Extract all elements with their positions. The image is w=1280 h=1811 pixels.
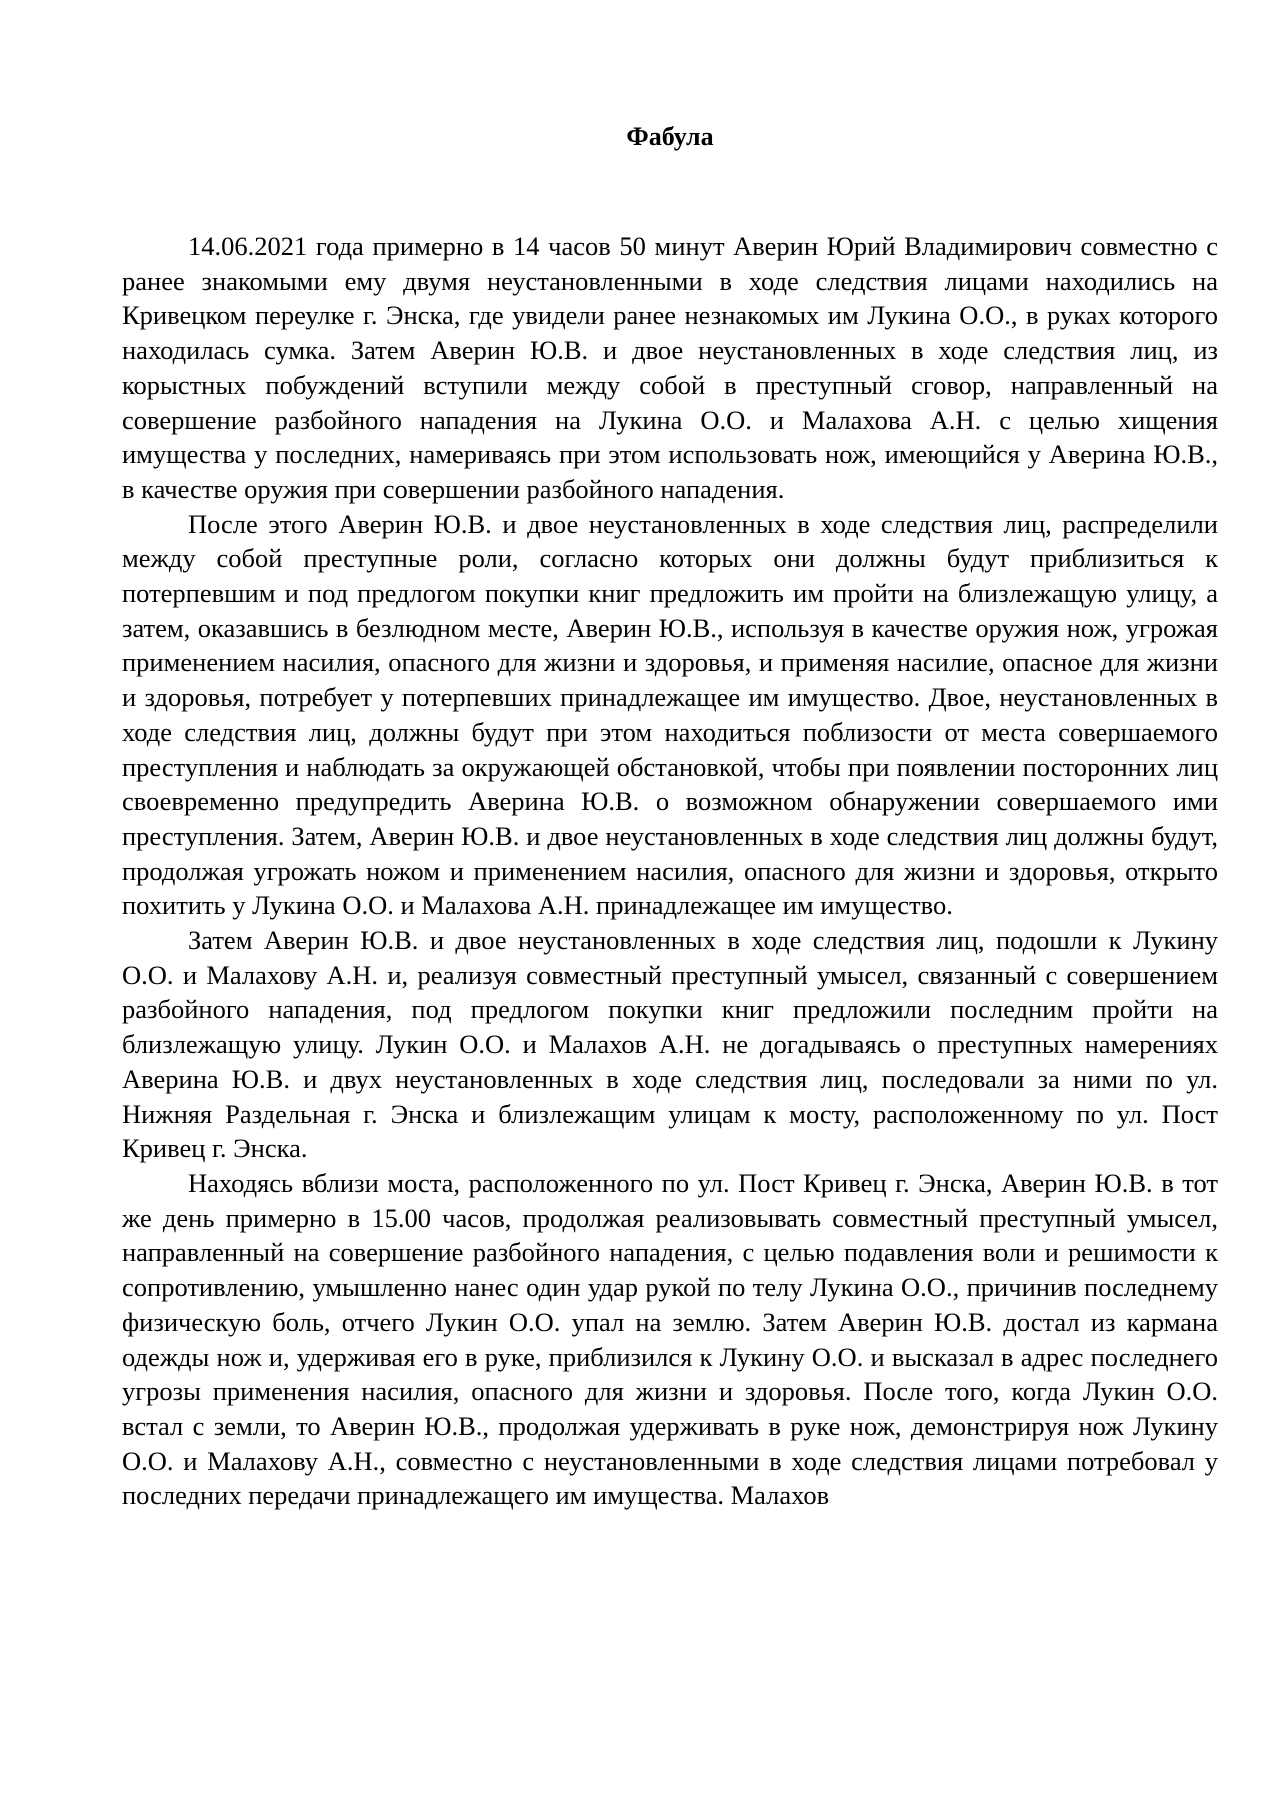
document-title: Фабула	[626, 122, 714, 151]
document-body	[122, 229, 1218, 1513]
paragraph: 14.06.2021 года примерно в 14 часов 50 минут Аверин Юрий Владимирович совместно с ранее знакомыми ему двумя неустановленными в ходе следствия лицами находились на Кривецком переулке г. Энска, где увидели ранее незнакомых им Лукина О.О., в руках которого находилась сумка. Затем Аверин Ю.В. и двое неустановленных в ходе следствия лиц, из корыстных побуждений вступили между собой в преступный сговор, направленный на совершение разбойного нападения на Лукина О.О. и Малахова А.Н. с целью хищения имущества у последних, намериваясь при этом использовать нож, имеющийся у Аверина Ю.В., в качестве оружия при совершении разбойного нападения.	[122, 231, 1218, 504]
paragraph: Затем Аверин Ю.В. и двое неустановленных в ходе следствия лиц, подошли к Лукину О.О. и Малахову А.Н. и, реализуя совместный преступный умысел, связанный с совершением разбойного нападения, под предлогом покупки книг предложили последним пройти на близлежащую улицу. Лукин О.О. и Малахов А.Н. не догадываясь о преступных намерениях Аверина Ю.В. и двух неустановленных в ходе следствия лиц, последовали за ними по ул. Нижняя Раздельная г. Энска и близлежащим улицам к мосту, расположенному по ул. Пост Кривец г. Энска.	[122, 925, 1218, 1164]
paragraph: После этого Аверин Ю.В. и двое неустановленных в ходе следствия лиц, распределили между собой преступные роли, согласно которых они должны будут приблизиться к потерпевшим и под предлогом покупки книг предложить им пройти на близлежащую улицу, а затем, оказавшись в безлюдном месте, Аверин Ю.В., используя в качестве оружия нож, угрожая применением насилия, опасного для жизни и здоровья, и применяя насилие, опасное для жизни и здоровья, потребует у потерпевших принадлежащее им имущество. Двое, неустановленных в ходе следствия лиц, должны будут при этом находиться поблизости от места совершаемого преступления и наблюдать за окружающей обстановкой, чтобы при появлении посторонних лиц своевременно предупредить Аверина Ю.В. о возможном обнаружении совершаемого ими преступления. Затем, Аверин Ю.В. и двое неустановленных в ходе следствия лиц должны будут, продолжая угрожать ножом и применением насилия, опасного для жизни и здоровья, открыто похитить у Лукина О.О. и Малахова А.Н. принадлежащее им имущество.	[122, 508, 1218, 921]
paragraph: Находясь вблизи моста, расположенного по ул. Пост Кривец г. Энска, Аверин Ю.В. в тот же день примерно в 15.00 часов, продолжая реализовывать совместный преступный умысел, направленный на совершение разбойного нападения, с целью подавления воли и решимости к сопротивлению, умышленно нанес один удар рукой по телу Лукина О.О., причинив последнему физическую боль, отчего Лукин О.О. упал на землю. Затем Аверин Ю.В. достал из кармана одежды нож и, удерживая его в руке, приблизился к Лукину О.О. и высказал в адрес последнего угрозы применения насилия, опасного для жизни и здоровья. После того, когда Лукин О.О. встал с земли, то Аверин Ю.В., продолжая удерживать в руке нож, демонстрируя нож Лукину О.О. и Малахову А.Н., совместно с неустановленными в ходе следствия лицами потребовал у последних передачи принадлежащего им имущества. Малахов	[122, 1167, 1218, 1511]
